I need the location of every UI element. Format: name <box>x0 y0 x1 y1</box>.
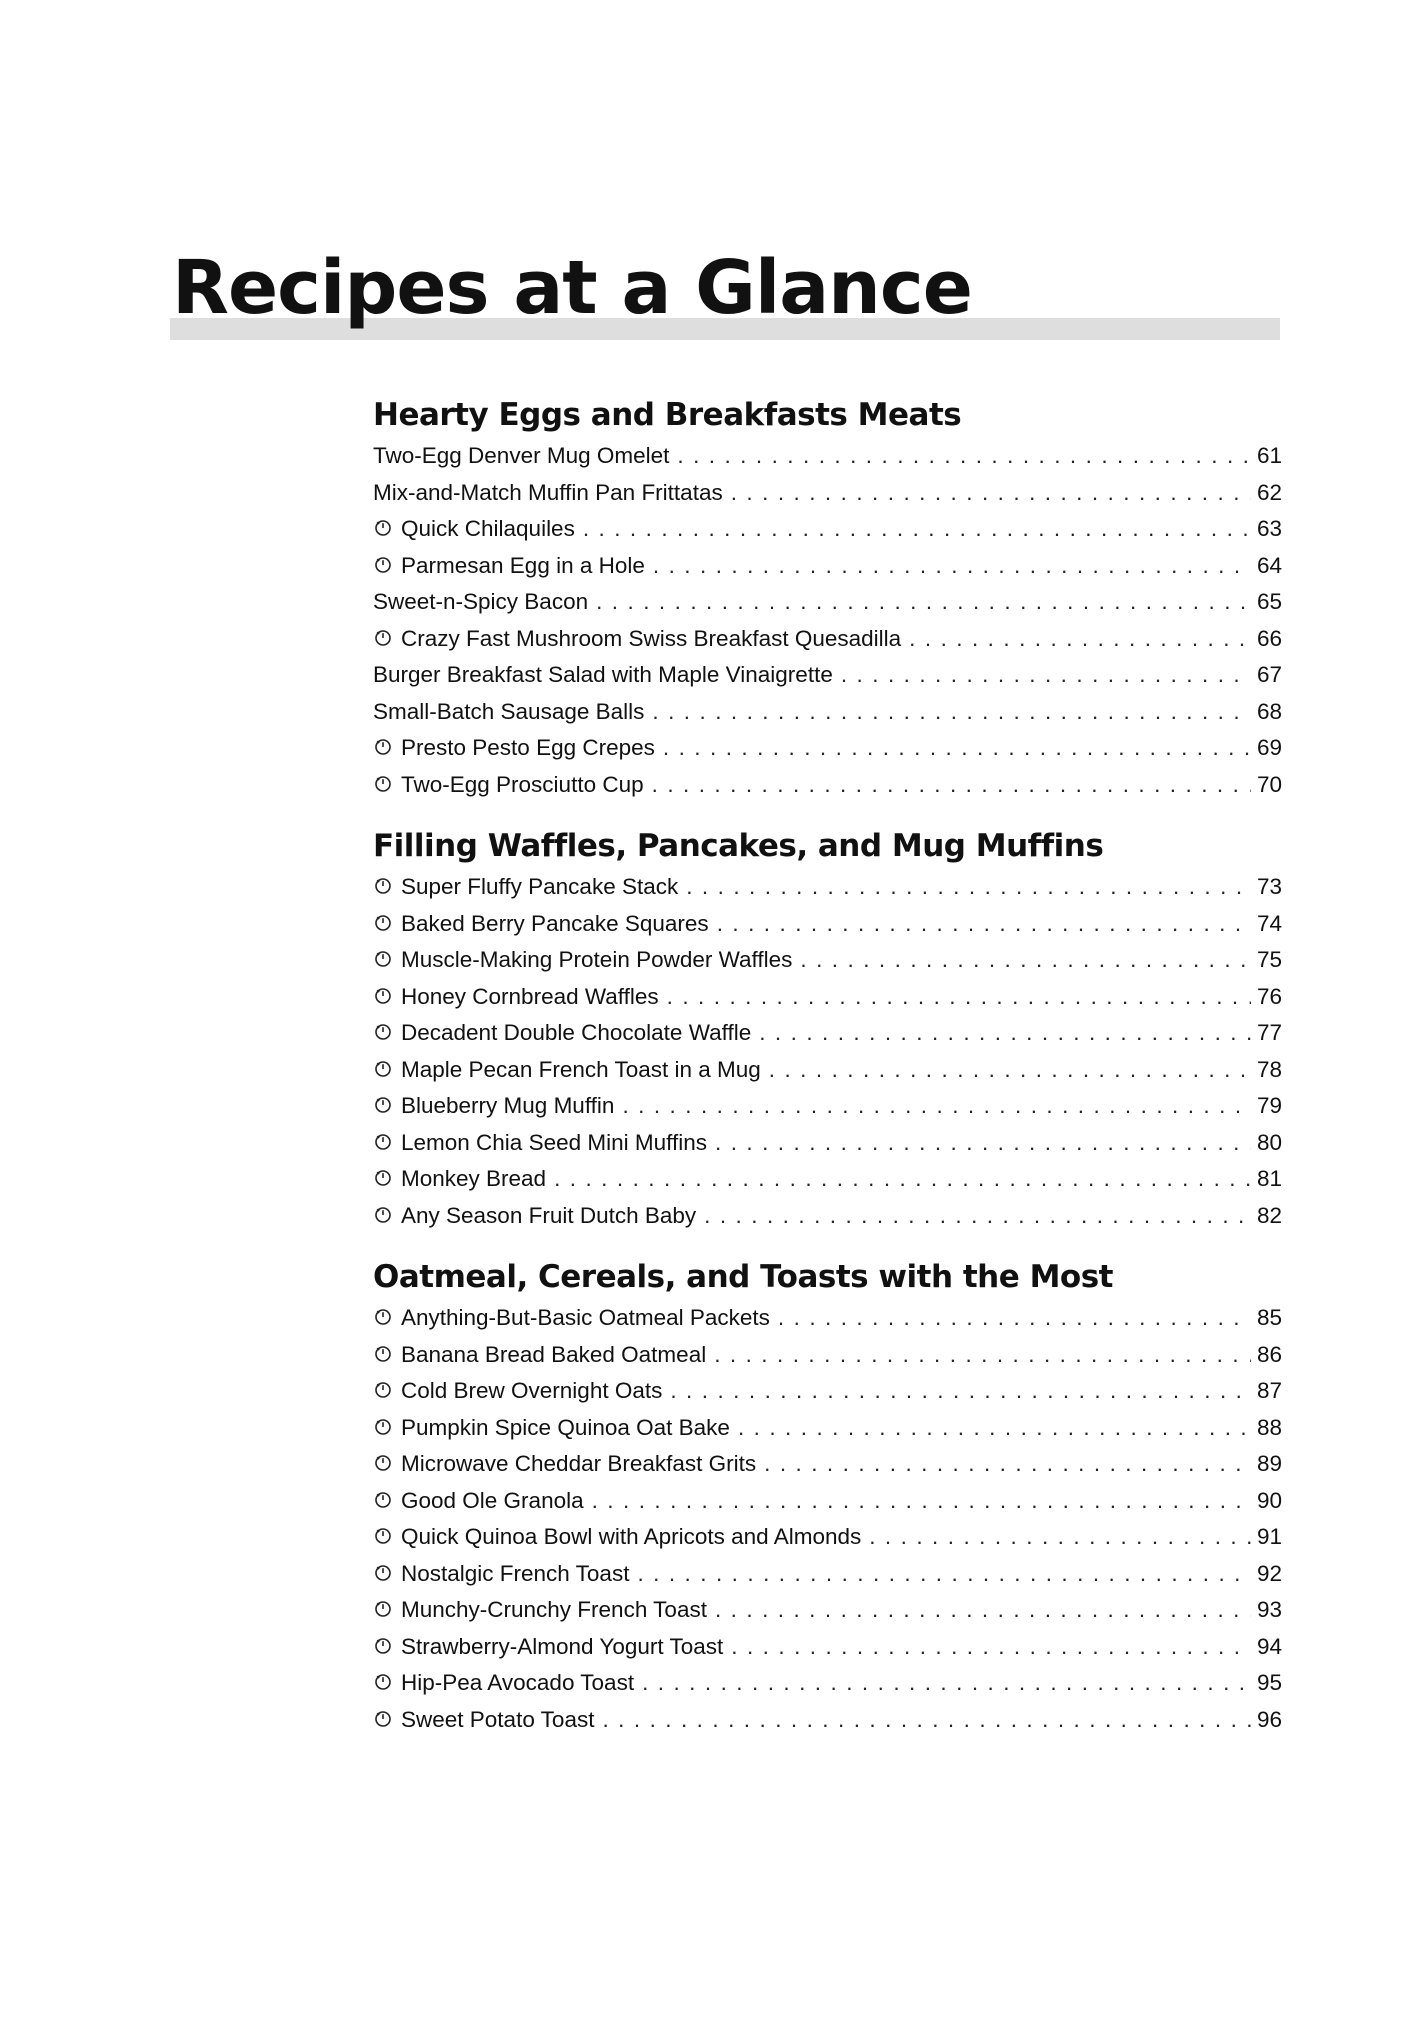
stopwatch-icon <box>373 1057 401 1077</box>
toc-section <box>373 1254 1282 1738</box>
stopwatch-icon <box>373 1451 401 1471</box>
toc-entry[interactable] <box>373 657 1282 694</box>
stopwatch-icon <box>373 1305 401 1325</box>
entry-title: Small-Batch Sausage Balls <box>373 698 645 724</box>
dot-leader <box>759 1015 1251 1052</box>
dot-leader <box>637 1556 1251 1593</box>
dot-leader <box>769 1052 1251 1089</box>
entry-page-number: 82 <box>1256 1202 1282 1228</box>
toc-entry[interactable] <box>373 511 1282 548</box>
entry-page-number: 95 <box>1256 1670 1282 1695</box>
entry-title: Decadent Double Chocolate Waffle <box>401 1020 752 1045</box>
stopwatch-icon <box>373 772 401 792</box>
entry-title: Two-Egg Prosciutto Cup <box>401 771 644 797</box>
stopwatch-icon <box>373 553 401 573</box>
entry-title: Muscle-Making Protein Powder Waffles <box>401 947 793 972</box>
entry-title: Blueberry Mug Muffin <box>401 1093 615 1118</box>
toc-entry[interactable] <box>373 730 1282 767</box>
toc-entry[interactable] <box>373 548 1282 585</box>
entry-page-number: 79 <box>1256 1093 1282 1118</box>
dot-leader <box>714 1337 1251 1374</box>
dot-leader <box>652 694 1251 731</box>
entry-page-number: 91 <box>1256 1524 1282 1549</box>
dot-leader <box>731 1629 1251 1666</box>
entry-title: Banana Bread Baked Oatmeal <box>401 1341 707 1367</box>
toc-entry[interactable] <box>373 694 1282 731</box>
dot-leader <box>731 475 1251 512</box>
toc-section <box>373 823 1282 1234</box>
dot-leader <box>583 511 1251 548</box>
entry-page-number: 70 <box>1256 771 1282 797</box>
entry-page-number: 73 <box>1256 874 1282 899</box>
toc-entry[interactable] <box>373 1446 1282 1483</box>
dot-leader <box>738 1410 1251 1447</box>
entry-title: Maple Pecan French Toast in a Mug <box>401 1056 761 1082</box>
dot-leader <box>764 1446 1251 1483</box>
entry-page-number: 80 <box>1256 1129 1282 1155</box>
entry-page-number: 90 <box>1256 1487 1282 1513</box>
entry-title: Super Fluffy Pancake Stack <box>401 874 679 899</box>
section-spacer <box>373 1234 1282 1254</box>
entry-page-number: 89 <box>1256 1451 1282 1476</box>
entry-page-number: 61 <box>1256 443 1282 468</box>
entry-title: Baked Berry Pancake Squares <box>401 910 709 936</box>
entry-title: Nostalgic French Toast <box>401 1560 630 1586</box>
stopwatch-icon <box>373 1378 401 1398</box>
stopwatch-icon <box>373 516 401 536</box>
stopwatch-icon <box>373 1415 401 1435</box>
stopwatch-icon <box>373 1093 401 1113</box>
stopwatch-icon <box>373 1342 401 1362</box>
toc-entry[interactable] <box>373 1161 1282 1198</box>
dot-leader <box>677 438 1251 475</box>
stopwatch-icon <box>373 1597 401 1617</box>
entry-title: Mix-and-Match Muffin Pan Frittatas <box>373 479 723 505</box>
stopwatch-icon <box>373 1130 401 1150</box>
stopwatch-icon <box>373 735 401 755</box>
toc-entry[interactable] <box>373 1088 1282 1125</box>
dot-leader <box>602 1702 1251 1739</box>
entry-title: Sweet Potato Toast <box>401 1706 595 1732</box>
toc-entry[interactable] <box>373 942 1282 979</box>
section-spacer <box>373 803 1282 823</box>
dot-leader <box>778 1300 1251 1337</box>
toc-entry[interactable] <box>373 1015 1282 1052</box>
stopwatch-icon <box>373 1707 401 1727</box>
entry-title: Sweet-n-Spicy Bacon <box>373 589 589 614</box>
dot-leader <box>670 1373 1251 1410</box>
entry-title: Presto Pesto Egg Crepes <box>401 735 655 760</box>
entry-title: Monkey Bread <box>401 1166 547 1191</box>
toc-entry[interactable] <box>373 1410 1282 1447</box>
entry-page-number: 63 <box>1256 516 1282 541</box>
stopwatch-icon <box>373 1166 401 1186</box>
stopwatch-icon <box>373 1634 401 1654</box>
entry-title: Cold Brew Overnight Oats <box>401 1378 663 1403</box>
dot-leader <box>596 584 1251 621</box>
entry-page-number: 94 <box>1256 1633 1282 1659</box>
toc-entry[interactable] <box>373 584 1282 621</box>
entry-title: Lemon Chia Seed Mini Muffins <box>401 1129 707 1155</box>
dot-leader <box>642 1665 1251 1702</box>
entry-page-number: 67 <box>1256 662 1282 687</box>
entry-title: Two-Egg Denver Mug Omelet <box>373 443 670 468</box>
recipe-index <box>373 392 1282 1738</box>
stopwatch-icon <box>373 984 401 1004</box>
dot-leader <box>715 1592 1251 1629</box>
entry-title: Parmesan Egg in a Hole <box>401 552 645 578</box>
section-heading: Filling Waffles, Pancakes, and Mug Muffins <box>373 828 1104 864</box>
dot-leader <box>667 979 1251 1016</box>
dot-leader <box>592 1483 1251 1520</box>
toc-entry[interactable] <box>373 1629 1282 1666</box>
stopwatch-icon <box>373 1488 401 1508</box>
entry-title: Crazy Fast Mushroom Swiss Breakfast Quesadilla <box>401 625 902 651</box>
entry-page-number: 65 <box>1256 589 1282 614</box>
entry-title: Honey Cornbread Waffles <box>401 983 659 1009</box>
dot-leader <box>652 767 1251 804</box>
entry-page-number: 92 <box>1256 1560 1282 1586</box>
dot-leader <box>686 869 1251 906</box>
entry-page-number: 88 <box>1256 1414 1282 1440</box>
toc-entry[interactable] <box>373 767 1282 804</box>
stopwatch-icon <box>373 1561 401 1581</box>
entry-page-number: 66 <box>1256 625 1282 651</box>
dot-leader <box>717 906 1251 943</box>
entry-title: Burger Breakfast Salad with Maple Vinaigrette <box>373 662 833 687</box>
entry-page-number: 62 <box>1256 479 1282 505</box>
toc-entry[interactable] <box>373 1665 1282 1702</box>
entry-page-number: 64 <box>1256 552 1282 578</box>
dot-leader <box>909 621 1251 658</box>
dot-leader <box>841 657 1251 694</box>
toc-entry[interactable] <box>373 438 1282 475</box>
entry-page-number: 87 <box>1256 1378 1282 1403</box>
entry-title: Quick Quinoa Bowl with Apricots and Almonds <box>401 1524 862 1549</box>
toc-entry[interactable] <box>373 1556 1282 1593</box>
entry-title: Pumpkin Spice Quinoa Oat Bake <box>401 1414 730 1440</box>
toc-entry[interactable] <box>373 979 1282 1016</box>
entry-title: Hip-Pea Avocado Toast <box>401 1670 635 1695</box>
toc-entry[interactable] <box>373 1337 1282 1374</box>
stopwatch-icon <box>373 1524 401 1544</box>
entry-page-number: 93 <box>1256 1597 1282 1622</box>
dot-leader <box>704 1198 1251 1235</box>
toc-entry[interactable] <box>373 475 1282 512</box>
toc-entry[interactable] <box>373 1300 1282 1337</box>
entry-title: Quick Chilaquiles <box>401 516 575 541</box>
toc-entry[interactable] <box>373 869 1282 906</box>
dot-leader <box>663 730 1251 767</box>
page-title: Recipes at a Glance <box>172 245 972 331</box>
stopwatch-icon <box>373 911 401 931</box>
dot-leader <box>653 548 1251 585</box>
title-block <box>170 238 1280 342</box>
toc-entry[interactable] <box>373 1052 1282 1089</box>
toc-entry[interactable] <box>373 1592 1282 1629</box>
stopwatch-icon <box>373 1020 401 1040</box>
dot-leader <box>715 1125 1251 1162</box>
toc-entry[interactable] <box>373 1519 1282 1556</box>
toc-entry[interactable] <box>373 1198 1282 1235</box>
toc-entry[interactable] <box>373 1373 1282 1410</box>
toc-entry[interactable] <box>373 621 1282 658</box>
toc-entry[interactable] <box>373 1125 1282 1162</box>
entry-title: Good Ole Granola <box>401 1487 584 1513</box>
entry-page-number: 81 <box>1256 1166 1282 1191</box>
entry-page-number: 74 <box>1256 910 1282 936</box>
dot-leader <box>800 942 1251 979</box>
entry-page-number: 78 <box>1256 1056 1282 1082</box>
stopwatch-icon <box>373 874 401 894</box>
entry-page-number: 69 <box>1256 735 1282 760</box>
entry-title: Microwave Cheddar Breakfast Grits <box>401 1451 757 1476</box>
entry-title: Any Season Fruit Dutch Baby <box>401 1202 697 1228</box>
entry-page-number: 75 <box>1256 947 1282 972</box>
entry-page-number: 68 <box>1256 698 1282 724</box>
dot-leader <box>869 1519 1251 1556</box>
entry-page-number: 86 <box>1256 1341 1282 1367</box>
dot-leader <box>554 1161 1251 1198</box>
entry-page-number: 96 <box>1256 1706 1282 1732</box>
stopwatch-icon <box>373 1203 401 1223</box>
toc-entry[interactable] <box>373 1483 1282 1520</box>
entry-page-number: 77 <box>1256 1020 1282 1045</box>
section-heading: Oatmeal, Cereals, and Toasts with the Most <box>373 1259 1113 1295</box>
entry-title: Strawberry-Almond Yogurt Toast <box>401 1633 724 1659</box>
dot-leader <box>622 1088 1251 1125</box>
toc-entry[interactable] <box>373 906 1282 943</box>
entry-page-number: 85 <box>1256 1305 1282 1330</box>
stopwatch-icon <box>373 1670 401 1690</box>
toc-entry[interactable] <box>373 1702 1282 1739</box>
entry-title: Munchy-Crunchy French Toast <box>401 1597 707 1622</box>
toc-section <box>373 392 1282 803</box>
stopwatch-icon <box>373 947 401 967</box>
entry-title: Anything-But-Basic Oatmeal Packets <box>401 1305 770 1330</box>
section-heading: Hearty Eggs and Breakfasts Meats <box>373 397 962 433</box>
entry-page-number: 76 <box>1256 983 1282 1009</box>
stopwatch-icon <box>373 626 401 646</box>
